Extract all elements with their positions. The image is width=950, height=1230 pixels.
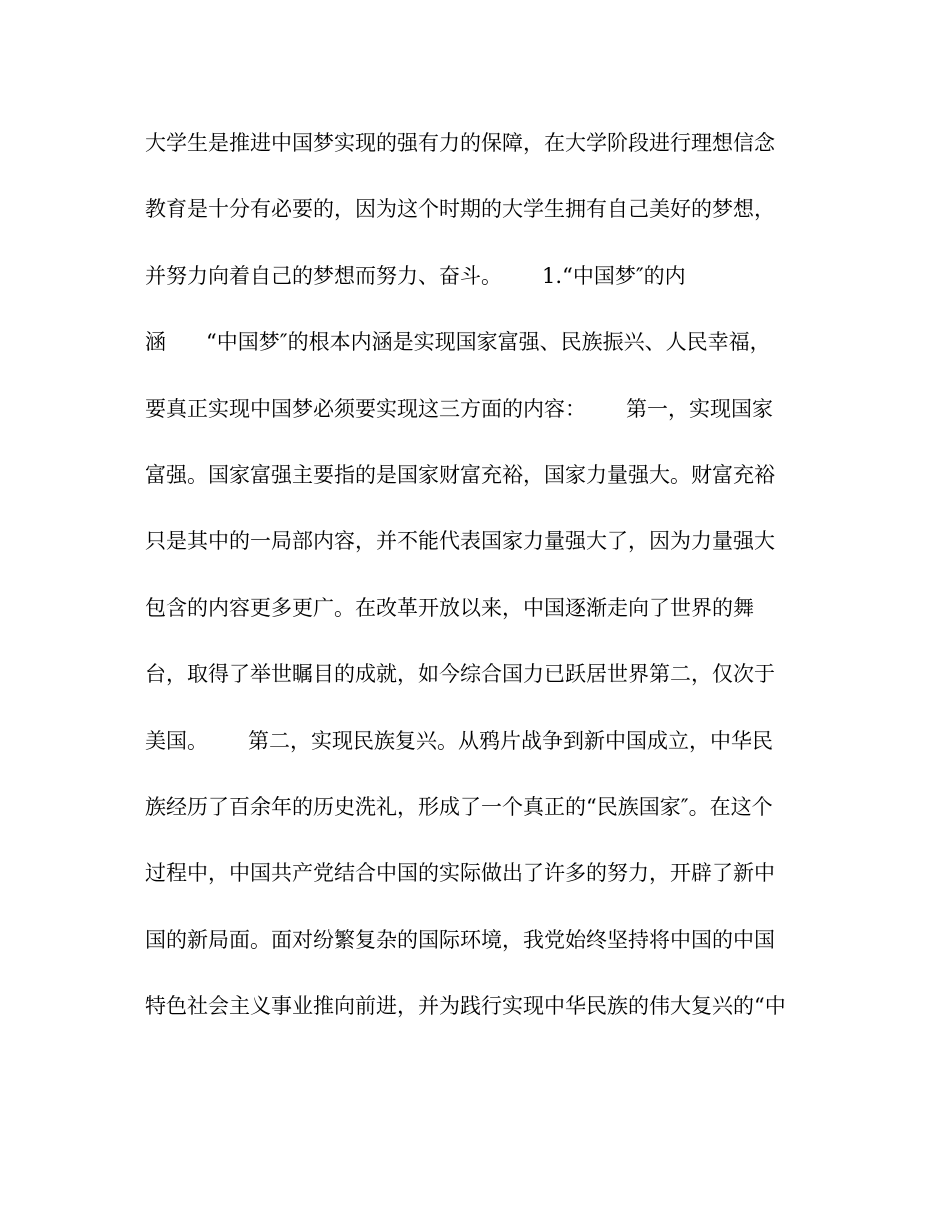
text-line-2: 教育是十分有必要的，因为这个时期的大学生拥有自己美好的梦想， xyxy=(145,197,775,222)
text-line-6: 富强。国家富强主要指的是国家财富充裕，国家力量强大。财富充裕 xyxy=(145,462,775,487)
text-line-4: 涵 “中国梦″的根本内涵是实现国家富强、民族振兴、人民幸福， xyxy=(145,330,771,355)
text-line-3: 并努力向着自己的梦想而努力、奋斗。 1.“中国梦″的内 xyxy=(145,263,686,288)
text-line-13: 国的新局面。面对纷繁复杂的国际环境，我党始终坚持将中国的中国 xyxy=(145,927,775,952)
text-line-12: 过程中，中国共产党结合中国的实际做出了许多的努力，开辟了新中 xyxy=(145,861,775,886)
text-line-8: 包含的内容更多更广。在改革开放以来，中国逐渐走向了世界的舞 xyxy=(145,595,754,620)
text-line-5: 要真正实现中国梦必须要实现这三方面的内容： 第一，实现国家 xyxy=(145,396,774,421)
text-line-1: 大学生是推进中国梦实现的强有力的保障，在大学阶段进行理想信念 xyxy=(145,131,775,155)
text-line-14: 特色社会主义事业推向前进，并为践行实现中华民族的伟大复兴的“中 xyxy=(145,994,786,1019)
text-line-11: 族经历了百余年的历史洗礼，形成了一个真正的“民族国家″。在这个 xyxy=(145,794,773,819)
text-line-9: 台，取得了举世瞩目的成就，如今综合国力已跃居世界第二，仅次于 xyxy=(145,662,775,687)
text-line-7: 只是其中的一局部内容，并不能代表国家力量强大了，因为力量强大 xyxy=(145,529,775,554)
text-line-10: 美国。 第二，实现民族复兴。从鸦片战争到新中国成立，中华民 xyxy=(145,728,774,753)
body-text xyxy=(145,120,825,1049)
